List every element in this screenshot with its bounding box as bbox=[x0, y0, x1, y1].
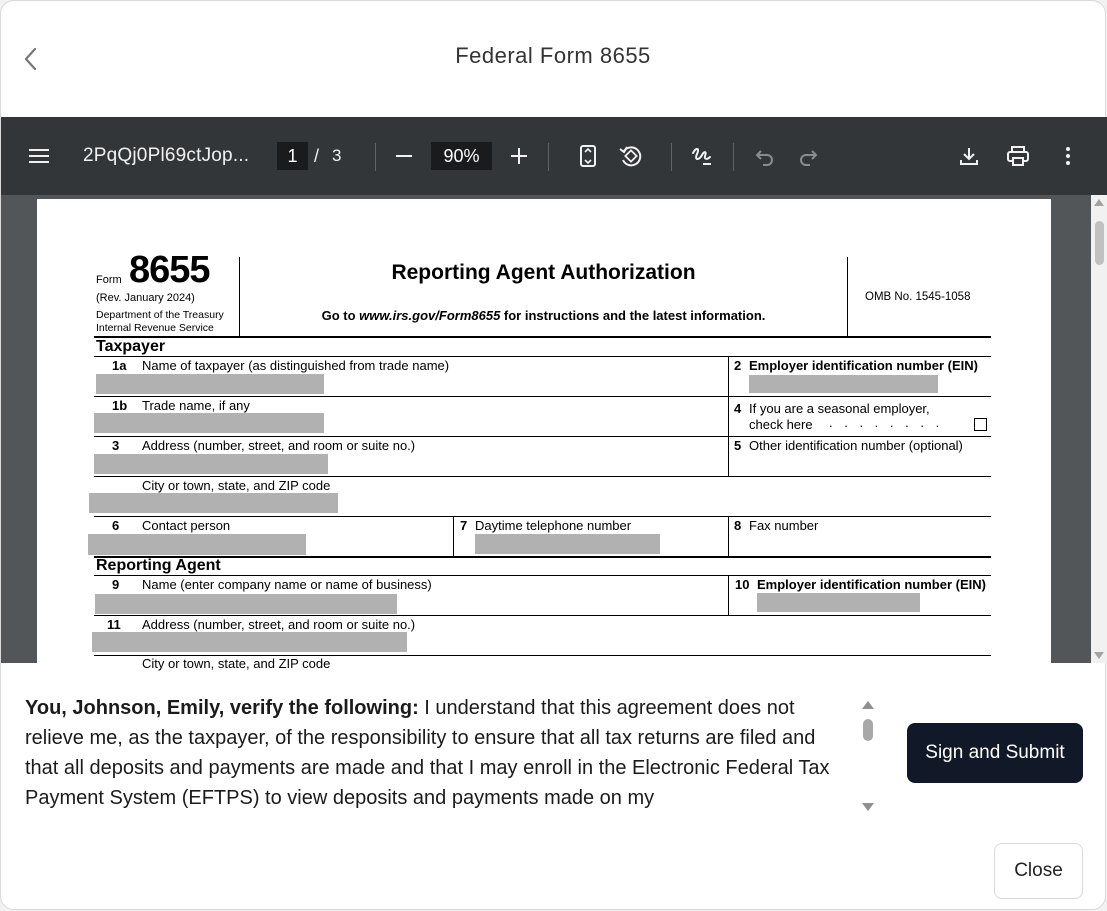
field-2-label: Employer identification number (EIN) bbox=[749, 358, 978, 373]
field-3-label: Address (number, street, and room or suite no.) bbox=[142, 438, 416, 453]
scrollbar-thumb[interactable] bbox=[863, 719, 873, 741]
header-rule bbox=[847, 257, 848, 337]
form-rule bbox=[728, 575, 729, 615]
field-1b-label: Trade name, if any bbox=[142, 398, 250, 413]
department-line-2: Internal Revenue Service bbox=[96, 322, 214, 334]
page-total: 3 bbox=[332, 146, 342, 165]
field-5-number: 5 bbox=[734, 438, 742, 453]
pdf-page bbox=[37, 199, 1051, 719]
form-rule bbox=[94, 556, 991, 558]
form-rule bbox=[94, 436, 991, 437]
redacted-field bbox=[89, 493, 338, 513]
toolbar-divider bbox=[671, 143, 672, 171]
field-7-number: 7 bbox=[460, 518, 468, 533]
redacted-field bbox=[757, 593, 920, 612]
zoom-level-input[interactable]: 90% bbox=[431, 142, 492, 170]
field-4-number: 4 bbox=[734, 401, 742, 416]
toolbar-divider bbox=[733, 143, 734, 171]
form-rule bbox=[94, 615, 991, 616]
field-3-number: 3 bbox=[112, 438, 120, 453]
city-label-agent: City or town, state, and ZIP code bbox=[142, 656, 331, 671]
field-11-label: Address (number, street, and room or suite no.) bbox=[142, 617, 416, 632]
menu-icon bbox=[28, 147, 50, 165]
field-4-label-2: check here bbox=[749, 417, 813, 432]
field-4-label: If you are a seasonal employer, bbox=[749, 401, 930, 416]
zoom-in-icon bbox=[510, 147, 528, 165]
form-rule bbox=[94, 516, 991, 517]
section-reporting-agent: Reporting Agent bbox=[96, 557, 221, 574]
field-11-number: 11 bbox=[107, 617, 121, 632]
download-button[interactable] bbox=[955, 142, 983, 170]
redacted-field bbox=[96, 374, 324, 394]
redacted-field bbox=[749, 375, 938, 393]
modal-header bbox=[1, 1, 1105, 117]
form-rule bbox=[94, 356, 991, 357]
scroll-up-icon[interactable] bbox=[862, 701, 874, 709]
field-2-number: 2 bbox=[734, 358, 742, 373]
toolbar-divider bbox=[375, 143, 376, 171]
annotate-button[interactable] bbox=[688, 142, 716, 170]
fit-page-button[interactable] bbox=[574, 142, 602, 170]
form-rule bbox=[94, 476, 991, 477]
field-1b-number: 1b bbox=[112, 398, 128, 413]
pdf-scroll-area[interactable] bbox=[1, 195, 1091, 671]
redo-icon bbox=[797, 146, 819, 166]
pdf-scrollbar[interactable] bbox=[1091, 195, 1107, 663]
toolbar-divider bbox=[548, 143, 549, 171]
pdf-toolbar bbox=[1, 117, 1107, 195]
page-separator: / bbox=[314, 145, 320, 166]
form-rule bbox=[728, 516, 729, 556]
field-9-label: Name (enter company name or name of business) bbox=[142, 577, 432, 592]
form-rule bbox=[94, 575, 991, 576]
redacted-field bbox=[92, 632, 407, 652]
field-6-number: 6 bbox=[112, 518, 120, 533]
form-instructions: Go to www.irs.gov/Form8655 for instructions and the latest information. bbox=[321, 308, 766, 323]
page-number-input[interactable]: 1 bbox=[277, 142, 308, 170]
field-8-label: Fax number bbox=[749, 518, 819, 533]
field-9-number: 9 bbox=[112, 577, 120, 592]
scrollbar-thumb[interactable] bbox=[1095, 221, 1104, 265]
field-7-label: Daytime telephone number bbox=[475, 518, 632, 533]
rotate-icon bbox=[618, 143, 644, 169]
field-1a-label: Name of taxpayer (as distinguished from trade name) bbox=[142, 358, 450, 373]
scroll-down-icon[interactable] bbox=[862, 803, 874, 811]
redacted-field bbox=[95, 594, 397, 614]
redacted-field bbox=[94, 413, 324, 433]
sign-and-submit-button[interactable]: Sign and Submit bbox=[907, 723, 1083, 783]
form-revision: (Rev. January 2024) bbox=[96, 292, 195, 304]
form-rule bbox=[94, 336, 991, 338]
more-options-button[interactable] bbox=[1054, 142, 1082, 170]
field-1a-number: 1a bbox=[112, 358, 127, 373]
verification-text: You, Johnson, Emily, verify the following: I understand that this agreement does not relieve me, as the taxpayer, of the responsibility to ensure that all tax returns are filed and that all deposits and payments are made and that I may enroll in the Electronic Federal Tax Payment System (EFTPS) to view deposits and payments made on my bbox=[25, 697, 830, 809]
verification-scrollbar[interactable] bbox=[859, 693, 877, 811]
seasonal-employer-checkbox[interactable] bbox=[974, 418, 987, 431]
city-label: City or town, state, and ZIP code bbox=[142, 478, 331, 493]
pdf-viewer bbox=[1, 117, 1107, 671]
department-line-1: Department of the Treasury bbox=[96, 309, 224, 321]
field-8-number: 8 bbox=[734, 518, 742, 533]
download-icon bbox=[959, 146, 979, 166]
rotate-button[interactable] bbox=[617, 142, 645, 170]
omb-number: OMB No. 1545-1058 bbox=[865, 291, 971, 303]
form-rule bbox=[94, 396, 991, 397]
modal-footer bbox=[1, 663, 1105, 911]
form-number: 8655 bbox=[129, 249, 210, 291]
form-word: Form bbox=[96, 274, 122, 286]
annotate-icon bbox=[690, 145, 714, 167]
section-taxpayer: Taxpayer bbox=[96, 338, 166, 355]
zoom-out-button[interactable] bbox=[390, 142, 418, 170]
more-icon bbox=[1065, 146, 1071, 166]
scroll-down-icon[interactable] bbox=[1094, 652, 1104, 659]
field-5-label: Other identification number (optional) bbox=[749, 438, 963, 453]
zoom-out-icon bbox=[395, 147, 413, 165]
redacted-field bbox=[475, 534, 660, 554]
file-name: 2PqQj0Pl69ctJop... bbox=[83, 145, 250, 166]
field-10-label: Employer identification number (EIN) bbox=[757, 577, 986, 592]
undo-button[interactable] bbox=[751, 142, 779, 170]
field-10-number: 10 bbox=[735, 577, 750, 592]
zoom-in-button[interactable] bbox=[505, 142, 533, 170]
menu-button[interactable] bbox=[25, 142, 53, 170]
redacted-field bbox=[94, 454, 328, 474]
redacted-field bbox=[88, 534, 306, 555]
redo-button[interactable] bbox=[794, 142, 822, 170]
form-rule bbox=[728, 356, 729, 476]
field-4-leader-dots: . . . . . . . . bbox=[829, 415, 944, 430]
form-title: Reporting Agent Authorization bbox=[391, 261, 696, 284]
print-icon bbox=[1006, 145, 1030, 167]
scroll-up-icon[interactable] bbox=[1094, 199, 1104, 206]
print-button[interactable] bbox=[1004, 142, 1032, 170]
undo-icon bbox=[754, 146, 776, 166]
field-6-label: Contact person bbox=[142, 518, 231, 533]
form-rule bbox=[453, 516, 454, 556]
close-button[interactable]: Close bbox=[994, 843, 1083, 899]
fit-page-icon bbox=[579, 144, 597, 168]
page-title: Federal Form 8655 bbox=[455, 43, 651, 68]
